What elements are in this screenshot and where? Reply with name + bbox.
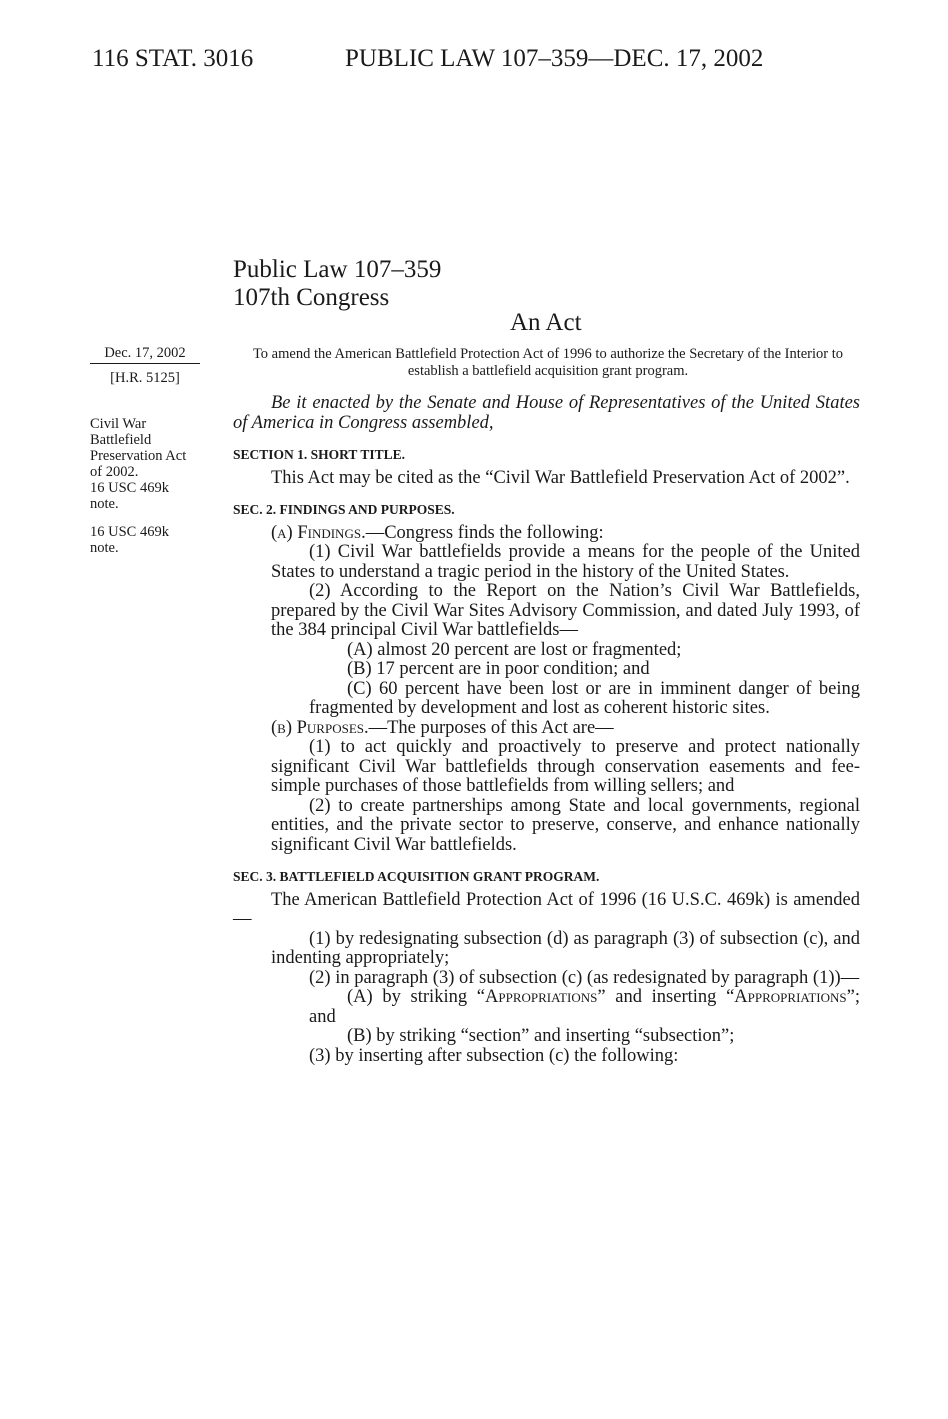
amendment-2-a-struck: Appropriations [485, 987, 598, 1007]
subsection-b-label: (b) Purposes. [271, 717, 369, 738]
an-act-heading: An Act [510, 309, 582, 336]
margin-line: note. [90, 540, 119, 556]
running-header: PUBLIC LAW 107–359—DEC. 17, 2002 [345, 45, 764, 72]
public-law-number: Public Law 107–359 [233, 256, 442, 283]
margin-line: of 2002. [90, 464, 139, 480]
finding-1: (1) Civil War battlefields provide a means for the people of the United States to understand a tragic period in the history of the United States. [271, 542, 860, 582]
margin-note-sec2 [90, 524, 220, 556]
margin-note-short-title [90, 416, 220, 512]
amendment-2-b: (B) by striking “section” and inserting “subsection”; [347, 1026, 735, 1046]
margin-line: note. [90, 496, 119, 512]
margin-line: 16 USC 469k [90, 480, 169, 496]
enacting-clause: Be it enacted by the Senate and House of Representatives of the United States of America in Congress assembled, [233, 393, 860, 433]
amendment-2-a-inserted: Appropriations [734, 987, 847, 1007]
amendment-3: (3) by inserting after subsection (c) the following: [309, 1045, 679, 1066]
amendment-2: (2) in paragraph (3) of subsection (c) (as redesignated by paragraph (1))— [309, 967, 860, 988]
finding-2-a: (A) almost 20 percent are lost or fragmented; [347, 639, 682, 660]
margin-bill-number: [H.R. 5125] [110, 370, 180, 386]
section-3-heading: SEC. 3. BATTLEFIELD ACQUISITION GRANT PROGRAM. [233, 869, 600, 884]
amendment-2-a [233, 988, 860, 1027]
amendment-2-a-pre: (A) by striking “ [347, 987, 485, 1007]
margin-line: Civil War [90, 416, 147, 432]
subsection-a-text: —Congress finds the following: [365, 522, 604, 543]
margin-line: 16 USC 469k [90, 524, 169, 540]
subsection-b [233, 719, 860, 739]
purpose-1: (1) to act quickly and proactively to preserve and protect nationally significant Civil War battlefields through conservation easements and fee-simple purchases of those battlefields from willing sellers; and [271, 737, 860, 796]
margin-line: Battlefield [90, 432, 152, 448]
finding-2-b: (B) 17 percent are in poor condition; and [347, 659, 650, 679]
subsection-a-label: (a) Findings. [271, 522, 366, 543]
margin-date: Dec. 17, 2002 [90, 345, 200, 364]
finding-2-c: (C) 60 percent have been lost or are in imminent danger of being fragmented by development and lost as coherent historic sites. [309, 678, 860, 718]
section-1-text: This Act may be cited as the “Civil War Battlefield Preservation Act of 2002”. [271, 467, 850, 488]
section-2-heading: SEC. 2. FINDINGS AND PURPOSES. [233, 502, 455, 517]
section-3-intro: The American Battlefield Protection Act of 1996 (16 U.S.C. 469k) is amended— [233, 889, 860, 929]
subsection-a [233, 524, 860, 544]
congress-number: 107th Congress [233, 284, 390, 311]
section-1-heading: SECTION 1. SHORT TITLE. [233, 447, 405, 462]
amendment-2-a-post: ”; and [309, 987, 860, 1027]
page-stat-citation: 116 STAT. 3016 [92, 45, 254, 72]
finding-2: (2) According to the Report on the Nation’s Civil War Battlefields, prepared by the Civil War Sites Advisory Commission, and dated July 1993, of the 384 principal Civil War battlefields— [271, 581, 860, 640]
margin-line: Preservation Act [90, 448, 187, 464]
amendment-2-a-mid: ” and inserting “ [597, 987, 735, 1007]
act-purpose: To amend the American Battlefield Protection Act of 1996 to authorize the Secretary of the Interior to establish a battlefield acquisition grant program. [252, 346, 844, 379]
amendment-1: (1) by redesignating subsection (d) as paragraph (3) of subsection (c), and indenting appropriately; [271, 928, 860, 968]
subsection-b-text: —The purposes of this Act are— [368, 717, 614, 738]
purpose-2: (2) to create partnerships among State and local governments, regional entities, and the private sector to preserve, conserve, and enhance nationally significant Civil War battlefields. [271, 795, 860, 855]
act-body [233, 394, 860, 1066]
